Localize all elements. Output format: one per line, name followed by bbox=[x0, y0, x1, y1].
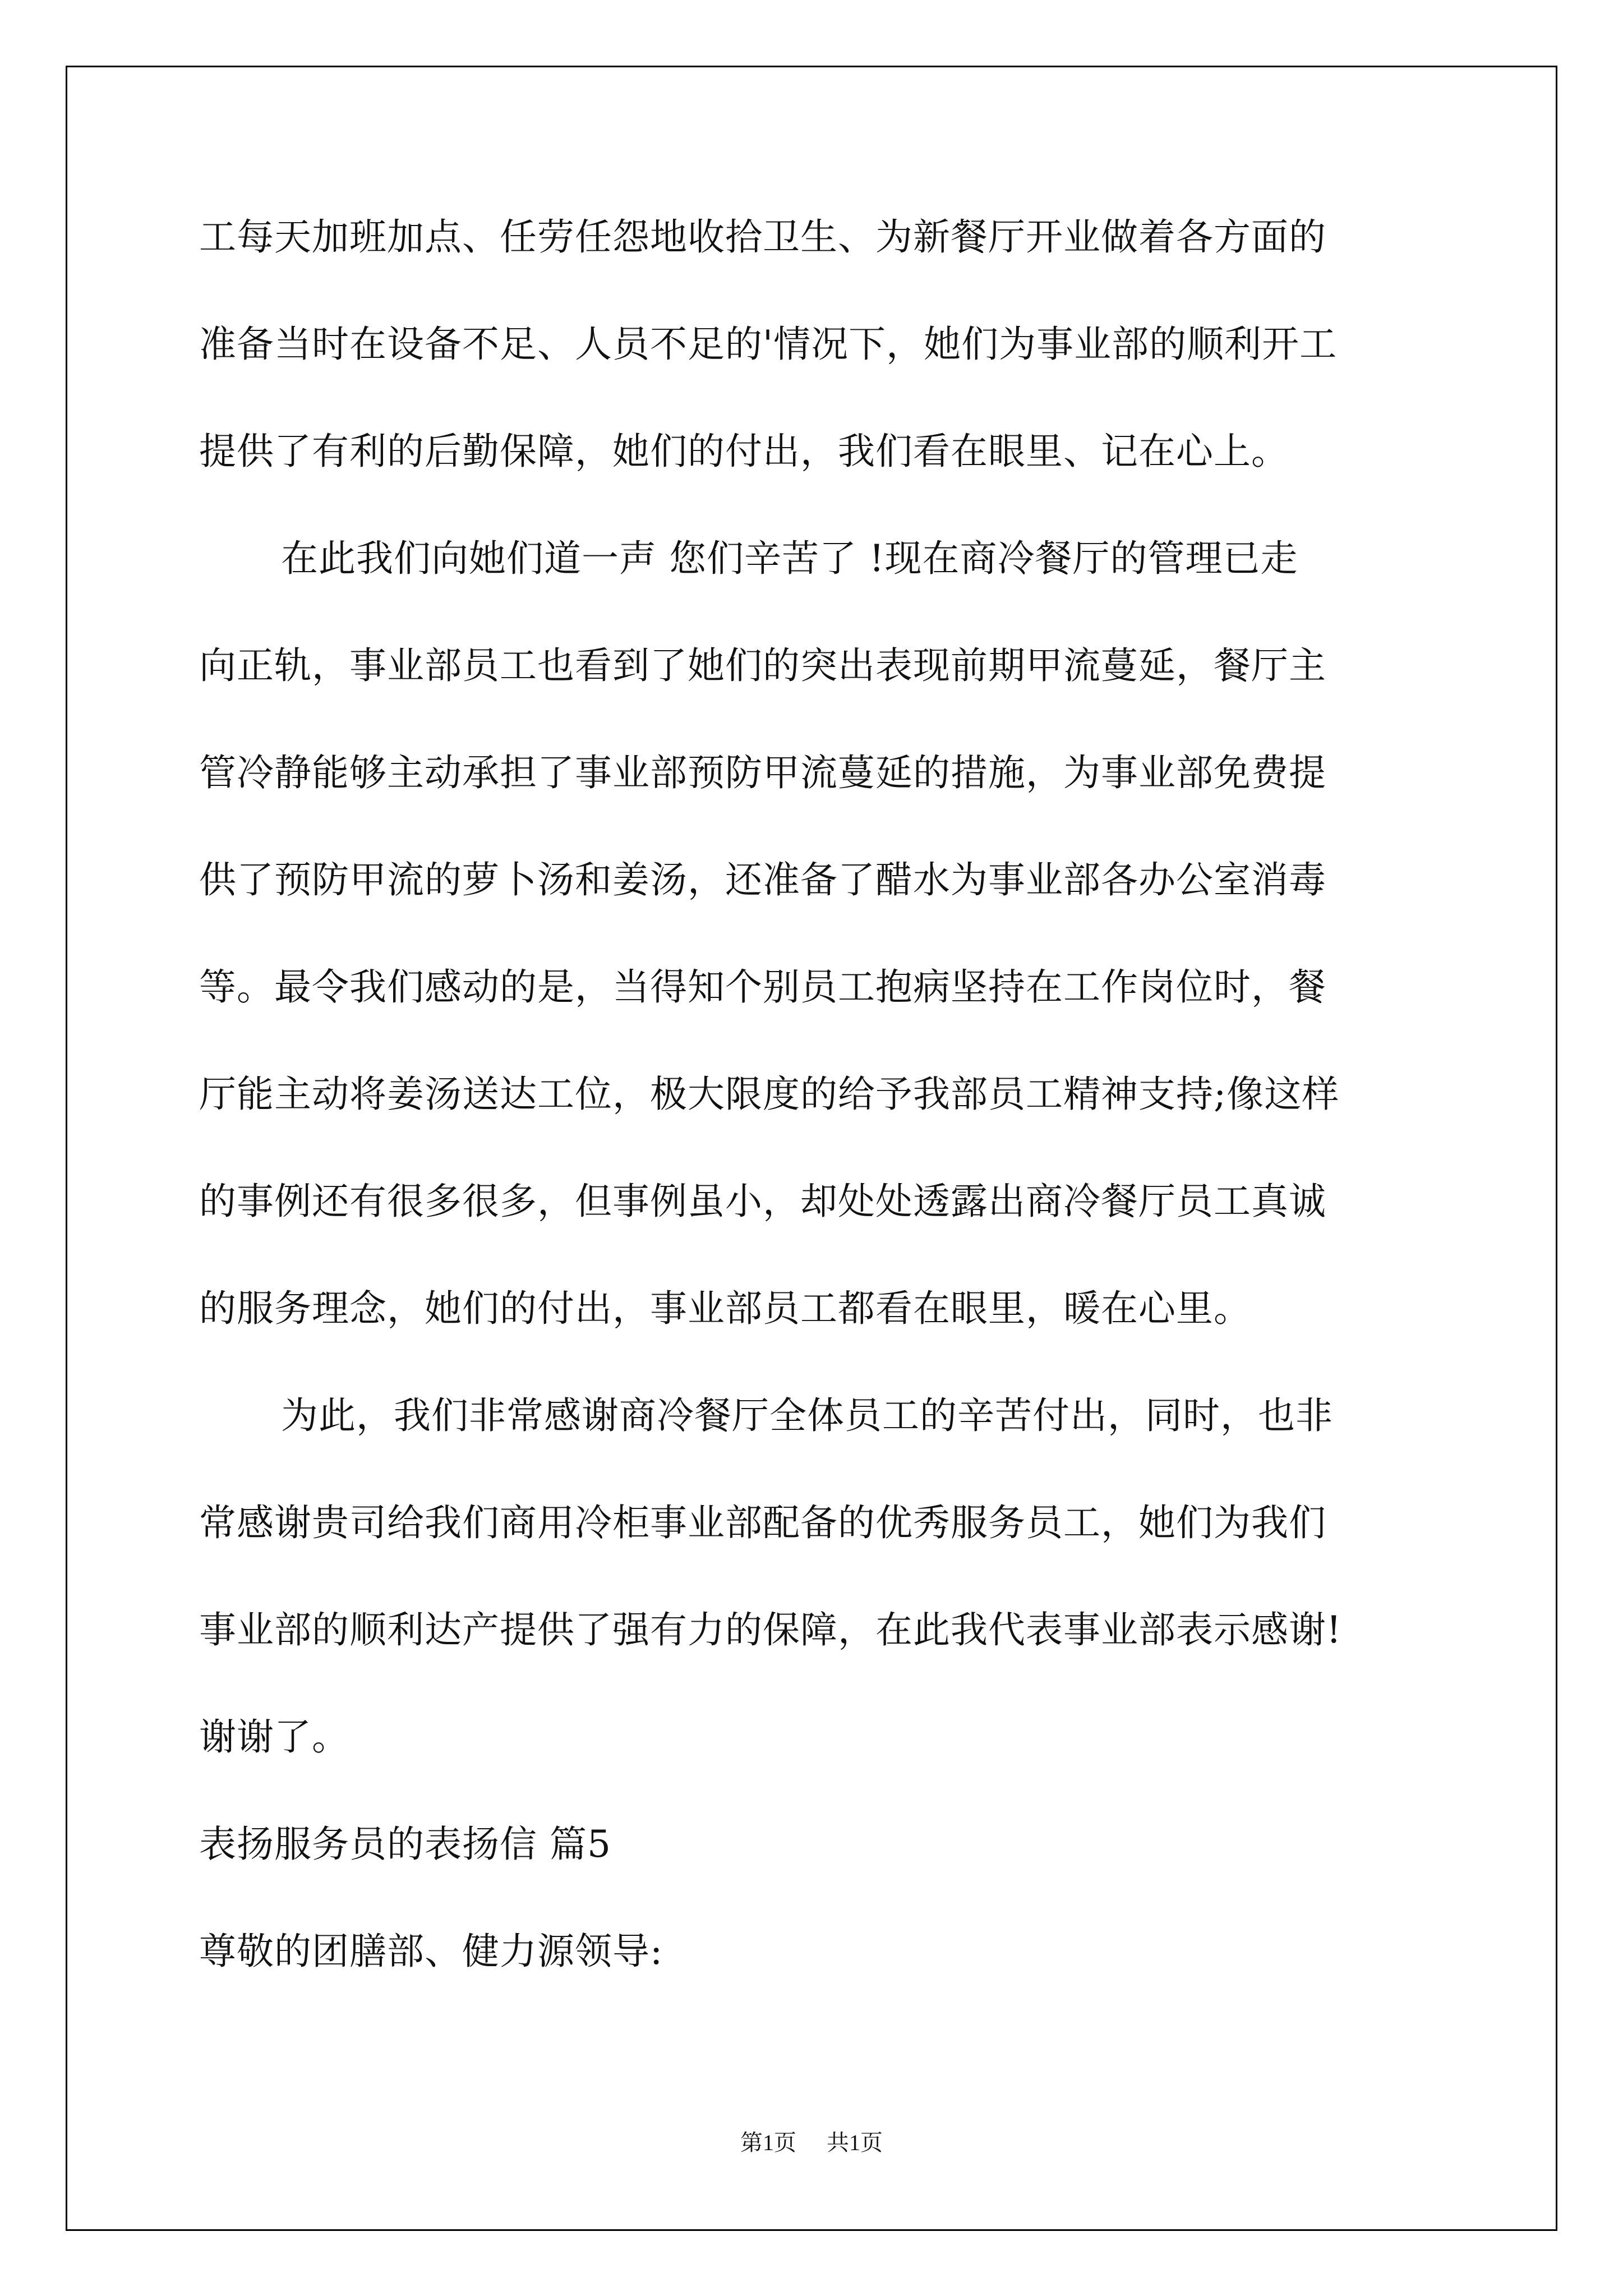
text-line: 尊敬的团膳部、健力源领导: bbox=[199, 1930, 663, 1973]
text-line: 提供了有利的后勤保障，她们的付出，我们看在眼里、记在心上。 bbox=[199, 430, 1289, 473]
text-line: 准备当时在设备不足、人员不足的'情况下，她们为事业部的顺利开工 bbox=[199, 323, 1338, 366]
text-line: 的事例还有很多很多，但事例虽小，却处处透露出商冷餐厅员工真诚 bbox=[199, 1180, 1326, 1223]
document-body bbox=[199, 215, 1438, 2040]
text-line: 在此我们向她们道一声 您们辛苦了 !现在商冷餐厅的管理已走 bbox=[281, 537, 1298, 580]
page-number: 第1页 bbox=[740, 2130, 796, 2155]
text-line: 厅能主动将姜汤送达工位，极大限度的给予我部员工精神支持;像这样 bbox=[199, 1073, 1340, 1116]
text-line: 管冷静能够主动承担了事业部预防甲流蔓延的措施，为事业部免费提 bbox=[199, 751, 1326, 794]
text-line: 等。最令我们感动的是，当得知个别员工抱病坚持在工作岗位时，餐 bbox=[199, 965, 1326, 1009]
text-line: 为此，我们非常感谢商冷餐厅全体员工的辛苦付出，同时，也非 bbox=[281, 1394, 1333, 1437]
page-footer bbox=[0, 2125, 1623, 2157]
text-line: 的服务理念，她们的付出，事业部员工都看在眼里，暖在心里。 bbox=[199, 1287, 1251, 1330]
page-total: 共1页 bbox=[827, 2130, 883, 2155]
text-line: 谢谢了。 bbox=[199, 1715, 349, 1759]
text-line: 向正轨，事业部员工也看到了她们的突出表现前期甲流蔓延，餐厅主 bbox=[199, 644, 1326, 687]
text-line: 事业部的顺利达产提供了强有力的保障，在此我代表事业部表示感谢! bbox=[199, 1608, 1342, 1651]
text-line: 表扬服务员的表扬信 篇5 bbox=[199, 1823, 611, 1866]
text-line: 工每天加班加点、任劳任怨地收拾卫生、为新餐厅开业做着各方面的 bbox=[199, 215, 1326, 259]
text-line: 供了预防甲流的萝卜汤和姜汤，还准备了醋水为事业部各办公室消毒 bbox=[199, 858, 1326, 901]
text-line: 常感谢贵司给我们商用冷柜事业部配备的优秀服务员工，她们为我们 bbox=[199, 1501, 1326, 1544]
